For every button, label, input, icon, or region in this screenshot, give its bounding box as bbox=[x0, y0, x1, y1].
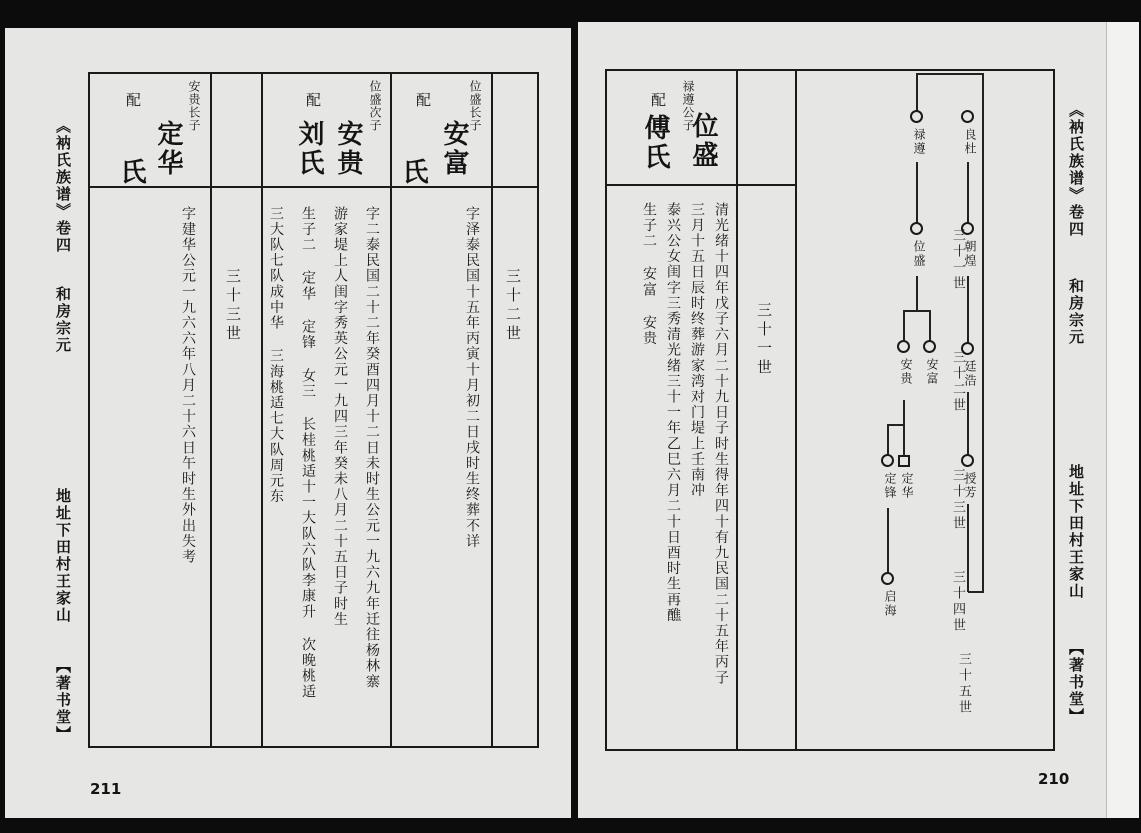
entry-bio-line: 泰兴公女闺字三秀清光绪三十一年乙巳六月二十日酉时生再醮 bbox=[665, 202, 681, 624]
left-page bbox=[5, 28, 571, 818]
page-number: 210 bbox=[1038, 770, 1070, 788]
publisher-label: 【著书堂】 bbox=[54, 658, 72, 743]
tree-node-liangdu bbox=[961, 110, 974, 123]
tree-name: 廷浩 bbox=[963, 360, 977, 388]
book-title: 《衲氏族谱》卷四 bbox=[54, 118, 72, 254]
header-divider bbox=[88, 186, 539, 188]
entry-bio-line: 游家堤上人闺字秀英公元一九四三年癸未八月二十五日子时生 bbox=[332, 206, 348, 628]
tree-generation-label: 三十三世 bbox=[950, 468, 965, 532]
address: 地址下田村王家山 bbox=[54, 488, 72, 624]
tree-node-dinghua bbox=[898, 455, 910, 467]
tree-node-weisheng bbox=[910, 222, 923, 235]
tree-node-luzun bbox=[910, 110, 923, 123]
tree-node-dingfeng bbox=[881, 454, 894, 467]
entry-relation: 安贵长子 bbox=[187, 80, 201, 132]
entry-bio-line: 清光绪十四年戊子六月二十九日子时生得年四十有九民国二十五年丙子 bbox=[713, 202, 729, 686]
entry-relation: 位盛次子 bbox=[368, 80, 382, 132]
entry-name: 安富 bbox=[439, 120, 469, 178]
entry-name: 定华 bbox=[153, 120, 183, 178]
tree-name: 启海 bbox=[883, 590, 897, 618]
spouse-label: 配 bbox=[414, 92, 432, 107]
tree-name: 禄遵 bbox=[912, 128, 926, 156]
book-title: 《衲氏族谱》卷四 bbox=[1067, 102, 1085, 238]
tree-generation-label: 三十五世 bbox=[956, 652, 971, 716]
tree-generation-label: 三十一世 bbox=[950, 228, 965, 292]
entry-bio-line: 生子二 定华 定锋 女三 长桂桃适十一大队六队李康升 次晚桃适 bbox=[300, 206, 316, 700]
tree-generation-label: 三十四世 bbox=[950, 570, 965, 634]
right-page bbox=[578, 22, 1138, 818]
generation-33: 三十三世 bbox=[224, 268, 242, 344]
entry-name: 位盛 bbox=[688, 112, 718, 170]
spouse-name: 刘氏 bbox=[294, 120, 324, 178]
branch-name: 和房宗元 bbox=[1067, 278, 1085, 346]
entry-bio-line: 生子二 安富 安贵 bbox=[641, 202, 657, 347]
entry-bio-line: 字二泰民国二十二年癸酉四月十二日未时生公元一九六九年迁往杨林寨 bbox=[364, 206, 380, 690]
tree-generation-label: 三十二世 bbox=[950, 350, 965, 414]
tree-node-anfu bbox=[923, 340, 936, 353]
entry-bio-line: 三月十五日辰时终葬游家湾对门堤上壬南冲 bbox=[689, 202, 705, 499]
tree-name: 授芳 bbox=[963, 472, 977, 500]
spouse-name: 傅氏 bbox=[640, 114, 670, 172]
tree-name: 定华 bbox=[900, 472, 914, 500]
entry-bio: 字建华公元一九六六年八月二十六日午时生外出失考 bbox=[180, 206, 196, 565]
tree-name: 安贵 bbox=[899, 358, 913, 386]
page-number: 211 bbox=[90, 780, 122, 798]
entry-relation: 位盛长子 bbox=[468, 80, 482, 132]
tree-name: 朝煌 bbox=[963, 240, 977, 268]
publisher-label: 【著书堂】 bbox=[1067, 640, 1085, 725]
spouse-name: 氏 bbox=[116, 158, 146, 187]
entry-bio-line: 三大队七队成中华 三海桃适七大队周元东 bbox=[268, 206, 284, 505]
entry-relation: 禄遵公子 bbox=[681, 80, 695, 132]
tree-node-qihai bbox=[881, 572, 894, 585]
spouse-label: 配 bbox=[124, 92, 142, 107]
spouse-label: 配 bbox=[649, 92, 667, 107]
spouse-label: 配 bbox=[304, 92, 322, 107]
tree-name: 位盛 bbox=[912, 240, 926, 268]
tree-name: 定锋 bbox=[883, 472, 897, 500]
page-edge bbox=[1106, 22, 1139, 818]
generation-32: 三十二世 bbox=[504, 268, 522, 344]
tree-name: 安富 bbox=[925, 358, 939, 386]
entry-bio: 字泽泰民国十五年丙寅十月初二日戌时生终葬不详 bbox=[464, 206, 480, 550]
address: 地址下田村王家山 bbox=[1067, 464, 1085, 600]
tree-node-shoufang bbox=[961, 454, 974, 467]
tree-node-angui bbox=[897, 340, 910, 353]
tree-name: 良杜 bbox=[963, 128, 977, 156]
generation-31-column: 三十一世 bbox=[755, 302, 773, 378]
branch-name: 和房宗元 bbox=[54, 286, 72, 354]
spouse-name: 氏 bbox=[398, 158, 428, 187]
entry-name: 安贵 bbox=[333, 120, 363, 178]
header-divider bbox=[605, 184, 795, 186]
